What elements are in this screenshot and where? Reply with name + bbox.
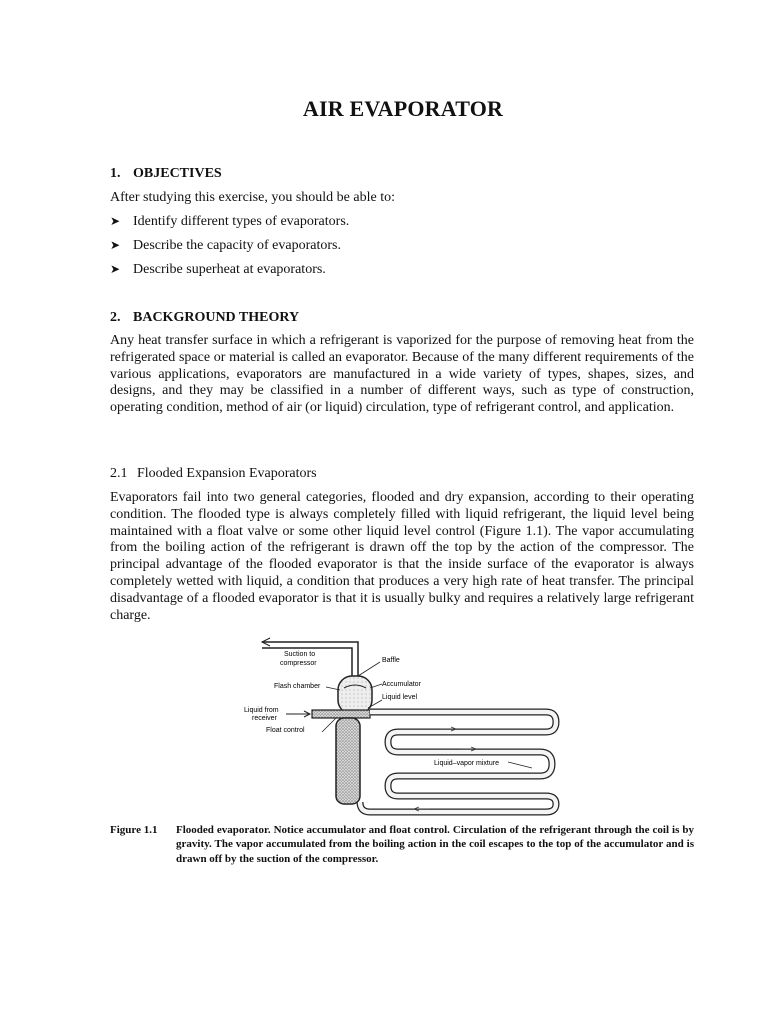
subsection-heading bbox=[110, 466, 317, 482]
leader-baffle bbox=[358, 662, 380, 676]
leader-float bbox=[322, 718, 336, 732]
label-suction: compressor bbox=[280, 660, 317, 667]
objective-text: Describe superheat at evaporators. bbox=[133, 262, 326, 277]
section-number: 2. bbox=[110, 310, 121, 325]
arrowhead-bullet-icon: ➤ bbox=[110, 262, 121, 276]
label-liquid-from: receiver bbox=[252, 715, 277, 722]
float-control-box bbox=[312, 710, 370, 718]
flooded-paragraph: Evaporators fail into two general categories, flooded and dry expansion, according to their operating condition. The flooded type is always completely filled with liquid refrigerant, the liquid level being maintained with a float valve or some other liquid level control (Figure 1.1). The vapor accumulating from the boiling action of the refrigerant is drawn off the top by the action of the compressor. The principal advantage of the flooded evaporator is that the inside surface of the evaporator is always completely wetted with liquid, a condition that produces a very high rate of heat transfer. The principal disadvantage of a flooded evaporator is that it is usually bulky and requires a relatively large refrigerant charge. bbox=[110, 490, 694, 623]
label-accumulator: Accumulator bbox=[382, 681, 421, 688]
accumulator-body bbox=[338, 676, 372, 714]
figure-caption-text: Flooded evaporator. Notice accumulator and float control. Circulation of the refrigerant through the coil is by gravity. The vapor accumulated from the boiling action in the coil escapes to the top of the accumulator and is drawn off by the suction of the compressor. bbox=[176, 824, 694, 865]
objective-text: Describe the capacity of evaporators. bbox=[133, 238, 341, 253]
label-liquid-from: Liquid from bbox=[244, 707, 279, 714]
section-heading-text: OBJECTIVES bbox=[133, 166, 222, 181]
figure-caption bbox=[110, 823, 694, 866]
page-title: AIR EVAPORATOR bbox=[302, 96, 504, 121]
label-flash-chamber: Flash chamber bbox=[274, 683, 321, 690]
label-float-control: Float control bbox=[266, 727, 305, 734]
flooded-evaporator-diagram bbox=[240, 632, 564, 818]
arrowhead-bullet-icon: ➤ bbox=[110, 214, 121, 228]
section-heading-text: BACKGROUND THEORY bbox=[133, 310, 300, 325]
background-paragraph: Any heat transfer surface in which a refrigerant is vaporized for the purpose of removing heat from the refrigerated space or material is called an evaporator. Because of the many different requirements of the various applications, evaporators are manufactured in a wide variety of types, shapes, sizes, and designs, and they may be classified in a number of different ways, such as type of construction, operating condition, method of air (or liquid) circulation, type of refrigerant control, and application. bbox=[110, 333, 694, 416]
objective-item bbox=[110, 238, 341, 254]
figure-label: Figure 1.1 bbox=[110, 824, 158, 836]
label-liquid-level: Liquid level bbox=[382, 694, 418, 701]
leader-mixture bbox=[508, 762, 532, 768]
label-suction: Suction to bbox=[284, 651, 316, 658]
section-background-heading bbox=[110, 310, 299, 326]
label-baffle: Baffle bbox=[382, 657, 400, 664]
label-mixture: Liquid–vapor mixture bbox=[434, 760, 499, 767]
subsection-heading-text: Flooded Expansion Evaporators bbox=[137, 466, 317, 481]
section-number: 1. bbox=[110, 166, 121, 181]
subsection-number: 2.1 bbox=[110, 466, 128, 481]
downleg-column bbox=[336, 718, 360, 804]
objective-item bbox=[110, 262, 326, 278]
objective-item bbox=[110, 214, 349, 230]
arrowhead-bullet-icon: ➤ bbox=[110, 238, 121, 252]
section-objectives-heading bbox=[110, 166, 222, 182]
objective-text: Identify different types of evaporators. bbox=[133, 214, 350, 229]
objectives-intro: After studying this exercise, you should be able to: bbox=[110, 190, 395, 205]
